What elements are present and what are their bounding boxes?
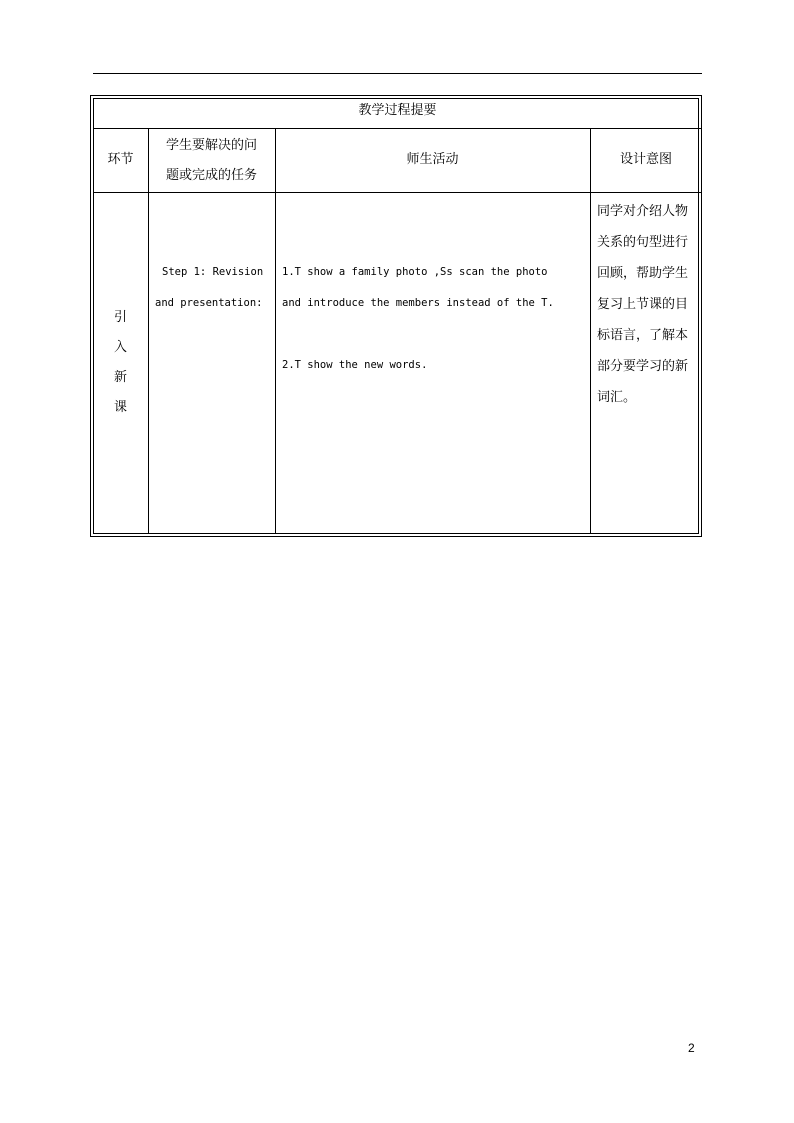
column-divider-3 — [590, 128, 591, 534]
header-row-divider — [93, 192, 702, 193]
column-divider-2 — [275, 128, 276, 534]
stage-char: 入 — [113, 340, 127, 355]
stage-char: 新 — [113, 370, 127, 385]
activity-line2: and introduce the members instead of the T. — [282, 297, 554, 309]
page-number: 2 — [688, 1041, 695, 1055]
stage-char: 课 — [113, 400, 127, 415]
header-rule — [93, 73, 702, 74]
header-task-line2: 题或完成的任务 — [165, 168, 257, 183]
stage-label — [93, 303, 148, 423]
title-row-divider — [93, 128, 702, 129]
stage-char: 引 — [113, 310, 127, 325]
task-line1: Step 1: Revision — [162, 266, 264, 278]
design-intent-text: 同学对介绍人物 关系的句型进行 回顾，帮助学生 复习上节课的目 标语言，了解本 部分要学习的新 词汇。 — [597, 204, 689, 405]
activity-line3: 2.T show the new words. — [282, 359, 428, 371]
header-intent: 设计意图 — [619, 152, 672, 167]
task-line2: and presentation: — [155, 297, 263, 309]
table-title: 教学过程提要 — [358, 103, 437, 118]
header-stage: 环节 — [107, 152, 134, 167]
activity-line1: 1.T show a family photo ,Ss scan the photo — [282, 266, 548, 278]
header-activity: 师生活动 — [406, 152, 459, 167]
header-task-line1: 学生要解决的问 — [165, 138, 257, 153]
column-divider-1 — [148, 128, 149, 534]
